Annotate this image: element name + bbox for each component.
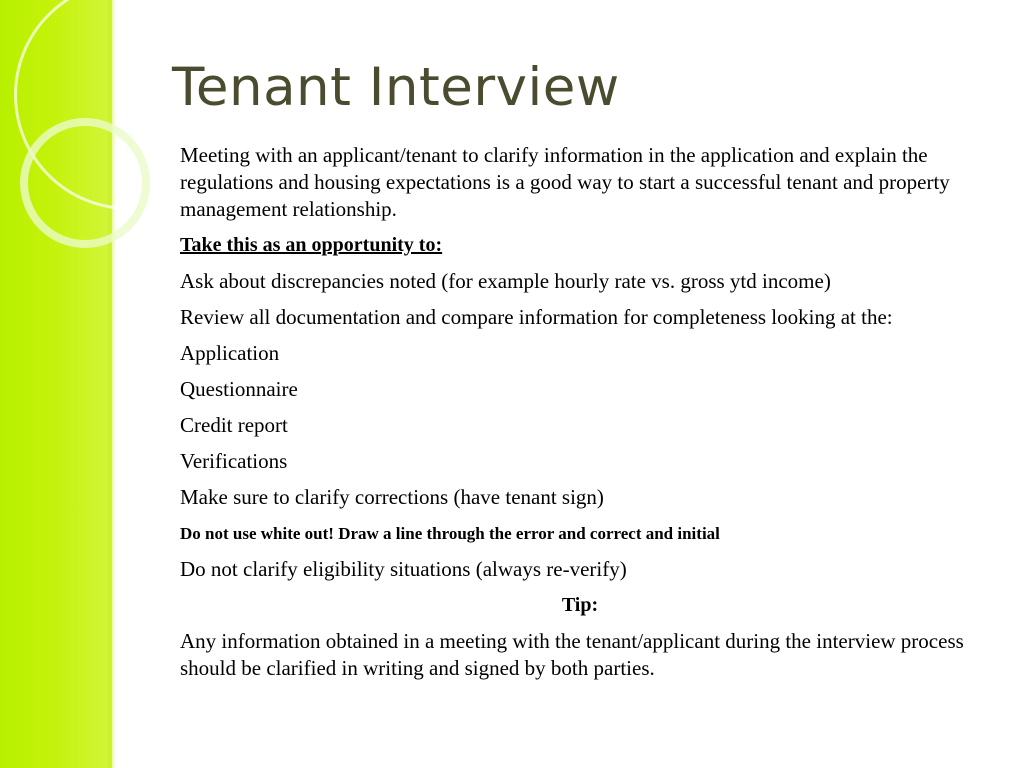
corrections-item: Make sure to clarify corrections (have tenant sign) <box>180 485 604 509</box>
white-out-warning: Do not use white out! Draw a line through the error and correct and initial <box>180 524 720 543</box>
list-item-questionnaire: Questionnaire <box>180 377 298 401</box>
intro-paragraph: Meeting with an applicant/tenant to clarify information in the application and explain the regulations and housing expectations is a good way to start a successful tenant and property management relationship. <box>180 143 950 221</box>
list-item-application: Application <box>180 341 280 365</box>
list-item-credit-report: Credit report <box>180 413 288 437</box>
list-item-verifications: Verifications <box>180 449 288 473</box>
slide-title: Tenant Interview <box>172 57 620 118</box>
eligibility-item: Do not clarify eligibility situations (always re-verify) <box>180 557 627 581</box>
slide-body <box>180 142 980 691</box>
review-item: Review all documentation and compare information for completeness looking at the: <box>180 305 893 329</box>
tip-label: Tip: <box>561 594 599 616</box>
decorative-ring-small <box>20 118 150 248</box>
opportunity-heading: Take this as an opportunity to: <box>180 234 443 256</box>
tip-text: Any information obtained in a meeting with the tenant/applicant during the interview process should be clarified in writing and signed by both parties. <box>180 629 964 680</box>
discrepancies-item: Ask about discrepancies noted (for example hourly rate vs. gross ytd income) <box>180 269 831 293</box>
